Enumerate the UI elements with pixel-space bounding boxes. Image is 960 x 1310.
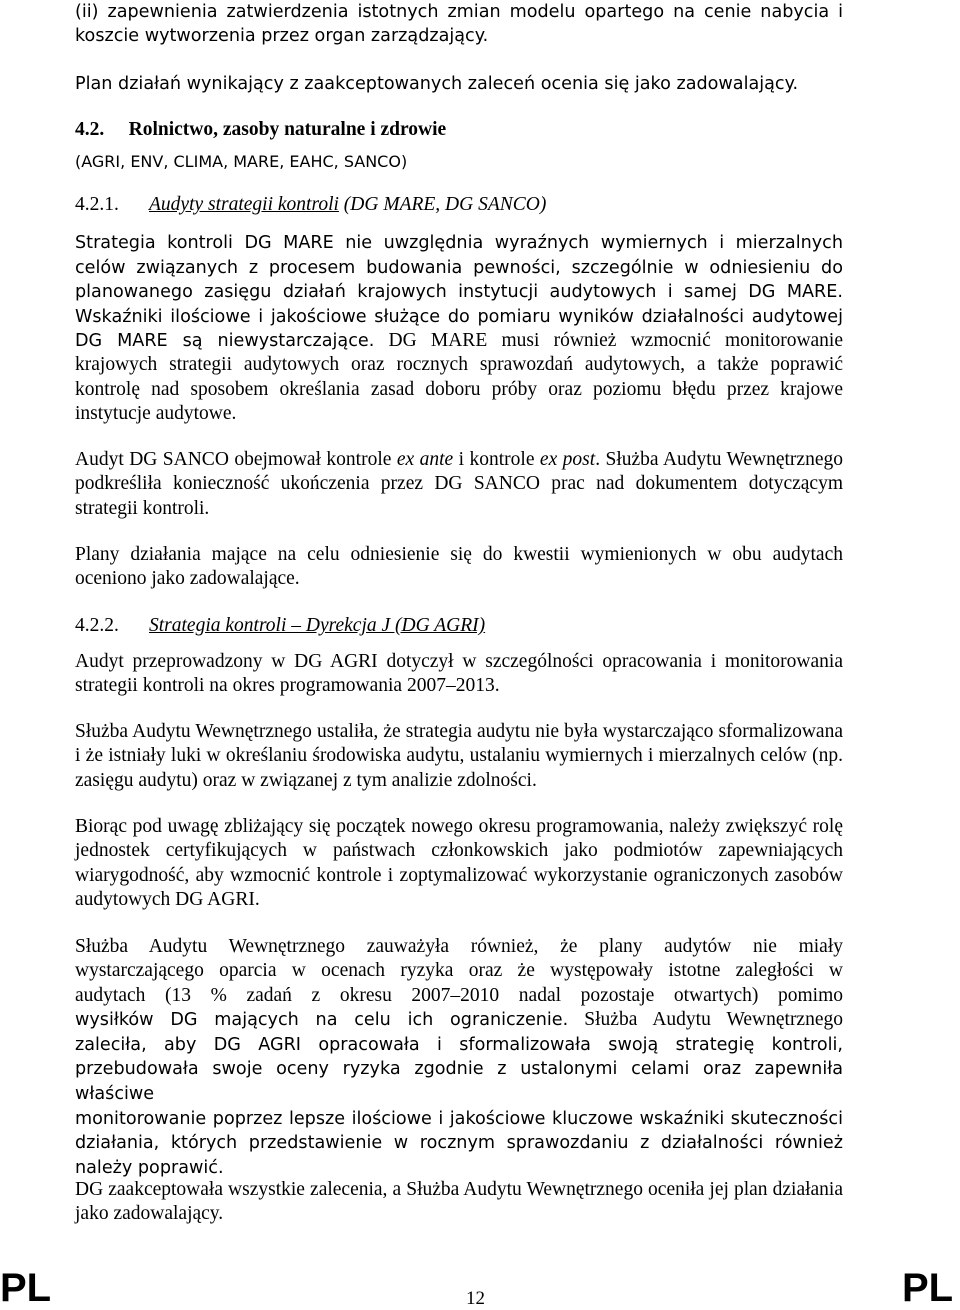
sub2-p4-line: monitorowanie poprzez lepsze ilościowe i jakościowe kluczowe wskaźniki skuteczności <box>75 1108 843 1129</box>
sub2-p4-line-mixed <box>75 1008 843 1033</box>
subsection-1-number: 4.2.1. <box>75 194 119 215</box>
sub1-p2-text-c: . Służba Audytu Wewnętrznego podkreśliła konieczność ukończenia przez DG SANCO prac nad dokumentem dotyczącym strategii kontroli. <box>75 449 843 519</box>
sub2-paragraph-2: Służba Audytu Wewnętrznego ustaliła, że strategia audytu nie była wystarczająco sformalizowana i że istniały luki w określaniu środowiska audytu, ustalaniu wymiernych i mierzalnych celów (np. zasięgu audytu) oraz w związanej z tym analizie zdolności. <box>75 721 843 791</box>
sub2-p4-line: działania, których przedstawienie w rocznym sprawozdaniu z działalności również <box>75 1133 843 1154</box>
intro-line-2: koszcie wytworzenia przez organ zarządzający. <box>75 26 489 46</box>
subsection-1-heading <box>75 193 546 217</box>
sub2-paragraph-3: Biorąc pod uwagę zbliżający się początek nowego okresu programowania, należy zwiększyć rolę jednostek certyfikujących w państwach członkowskich jako podmiotów zapewniających wiarygodność, aby wzmocnić kontrole i zoptymalizować wykorzystanie ograniczonych zasobów audytowych DG AGRI. <box>75 816 843 911</box>
subsection-1-title: Audyty strategii kontroli <box>149 194 339 215</box>
sub2-p4-line: audytach (13 % zadań z okresu 2007–2010 nadal pozostaje otwartych) pomimo <box>75 984 843 1006</box>
sub1-p1-line: celów związanych z procesem budowania pewności, szczególnie w odniesieniu do <box>75 257 843 278</box>
sub2-paragraph-5: DG zaakceptowała wszystkie zalecenia, a Służba Audytu Wewnętrznego oceniła jej plan działania jako zadowalający. <box>75 1179 843 1225</box>
subsection-2-title: Strategia kontroli – Dyrekcja J (DG AGRI) <box>149 615 486 636</box>
sub2-p4-last-line: należy poprawić. <box>75 1157 224 1178</box>
section-number: 4.2. <box>75 119 105 140</box>
sub1-p1-line: planowanego zasięgu działań krajowych instytucji audytowych i samej DG MARE. <box>75 282 843 303</box>
subsection-2-heading <box>75 614 485 638</box>
subsection-2-number: 4.2.2. <box>75 615 119 636</box>
sub1-p1-tail-sans: DG MARE są niewystarczające. <box>75 331 375 351</box>
subsection-1-suffix: (DG MARE, DG SANCO) <box>338 194 547 215</box>
section-dgs: (AGRI, ENV, CLIMA, MARE, EAHC, SANCO) <box>75 152 408 171</box>
sub1-p1-line: Strategia kontroli DG MARE nie uwzględnia wyraźnych wymiernych i mierzalnych <box>75 233 843 253</box>
intro-line-1: (ii) zapewnienia zatwierdzenia istotnych zmian modelu opartego na cenie nabycia i <box>75 2 843 22</box>
section-heading <box>75 118 446 142</box>
sub1-paragraph-2 <box>75 448 843 521</box>
sub2-p4-line: zaleciła, aby DG AGRI opracowała i sformalizowała swoją strategię kontroli, <box>75 1034 843 1055</box>
sub1-paragraph-1 <box>75 231 843 329</box>
sub1-p1-line: Wskaźniki ilościowe i jakościowe służące do pomiaru wyników działalności audytowej <box>75 306 843 327</box>
footer-language-left: PL <box>0 1266 52 1310</box>
plan-statement: Plan działań wynikający z zaakceptowanych zaleceń ocenia się jako zadowalający. <box>75 74 799 94</box>
sub2-p4-line: wystarczającego oparcia w ocenach ryzyka oraz że występowały istotne zaległości w <box>75 960 843 982</box>
sub1-paragraph-3: Plany działania mające na celu odniesienie się do kwestii wymienionych w obu audytach oceniono jako zadowalające. <box>75 544 843 590</box>
sub1-paragraph-1-tail <box>75 329 843 427</box>
sub1-p1-tail-serif: DG MARE musi również wzmocnić monitorowanie krajowych strategii audytowych oraz rocznych sprawozdań audytowych, a także poprawić kontrolę nad sposobem określania zasad doboru próby oraz poziomu błędu przez krajowe instytucje audytowe. <box>75 330 843 425</box>
section-title: Rolnictwo, zasoby naturalne i zdrowie <box>128 119 447 140</box>
sub2-paragraph-4 <box>75 935 843 1180</box>
page-number: 12 <box>466 1288 485 1309</box>
sub2-p4-line4-serif: Służba Audytu Wewnętrznego <box>568 1009 843 1031</box>
sub1-p2-text-b: i kontrole <box>453 449 540 470</box>
sub2-paragraph-1: Audyt przeprowadzony w DG AGRI dotyczył w szczególności opracowania i monitorowania strategii kontroli na okres programowania 2007–2013. <box>75 651 843 697</box>
sub1-p2-ex-post: ex post <box>539 449 596 470</box>
sub2-p4-line4-sans: wysiłków DG mających na celu ich ograniczenie. <box>75 1010 569 1031</box>
footer-language-right: PL <box>902 1266 954 1310</box>
sub1-p2-ex-ante: ex ante <box>396 449 454 470</box>
sub2-p4-line: Służba Audytu Wewnętrznego zauważyła również, że plany audytów nie miały <box>75 936 843 957</box>
sub1-p2-text-a: Audyt DG SANCO obejmował kontrole <box>75 449 397 470</box>
sub2-p4-line: przebudowała swoje oceny ryzyka zgodnie z ustalonymi celami oraz zapewniła właściwe <box>75 1059 843 1104</box>
